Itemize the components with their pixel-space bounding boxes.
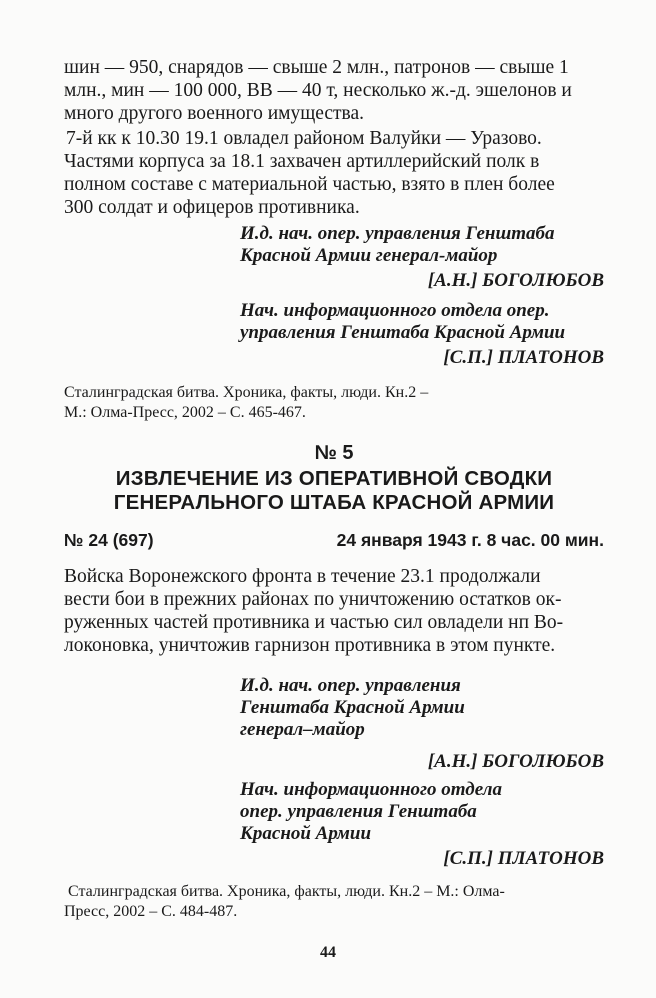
text-line: 300 солдат и офицеров противника. <box>64 197 360 218</box>
document-number: № 5 <box>314 442 354 464</box>
report-header <box>64 529 604 551</box>
paragraph-7kk <box>64 127 604 219</box>
signature-title: Нач. информационного отдела опер. <box>240 300 550 321</box>
signature-title: опер. управления Генштаба <box>240 801 477 822</box>
text-line: М.: Олма-Пресс, 2002 – С. 465-467. <box>64 404 306 421</box>
signature-boliubov-2 <box>64 675 604 773</box>
signature-platonov-2 <box>64 779 604 870</box>
signature-name: [С.П.] ПЛАТОНОВ <box>443 848 604 869</box>
text-line: Сталинградская битва. Хроника, факты, люди. Кн.2 – <box>64 384 429 401</box>
heading-line: ИЗВЛЕЧЕНИЕ ИЗ ОПЕРАТИВНОЙ СВОДКИ <box>115 467 553 490</box>
signature-title: генерал–майор <box>240 719 365 740</box>
text-line: руженных частей противника и частью сил овладели нп Во- <box>64 612 564 633</box>
text-line: 7-й кк к 10.30 19.1 овладел районом Валуйки — Уразово. <box>66 128 542 149</box>
text-line: вести бои в прежних районах по уничтожению остатков ок- <box>64 589 562 610</box>
source-citation-1 <box>64 383 604 423</box>
opening-paragraph <box>64 56 604 125</box>
text-line: локоновка, уничтожив гарнизон противника в этом пункте. <box>64 635 556 656</box>
text-line: Пресс, 2002 – С. 484-487. <box>64 903 238 920</box>
signature-title: Нач. информационного отдела <box>240 779 502 800</box>
page-number: 44 <box>320 944 336 961</box>
report-date: 24 января 1943 г. 8 час. 00 мин. <box>336 530 604 550</box>
text-line: шин — 950, снарядов — свыше 2 млн., патронов — свыше 1 <box>64 57 569 78</box>
signature-title: Красной Армии <box>240 823 372 844</box>
signature-title: Генштаба Красной Армии <box>240 697 465 718</box>
main-paragraph <box>64 565 604 657</box>
report-number: № 24 (697) <box>64 530 154 550</box>
page-content <box>64 56 604 922</box>
signature-title: И.д. нач. опер. управления Генштаба <box>240 223 555 244</box>
source-citation-2 <box>64 882 604 922</box>
signature-name: [А.Н.] БОГОЛЮБОВ <box>427 751 604 772</box>
signature-boliubov-1 <box>64 223 604 292</box>
document-heading <box>64 467 604 515</box>
heading-line: ГЕНЕРАЛЬНОГО ШТАБА КРАСНОЙ АРМИИ <box>113 491 555 514</box>
text-line: полном составе с материальной частью, взято в плен более <box>64 174 555 195</box>
signature-title: И.д. нач. опер. управления <box>240 675 461 696</box>
text-line: Сталинградская битва. Хроника, факты, люди. Кн.2 – М.: Олма- <box>68 883 505 900</box>
signature-platonov-1 <box>64 300 604 369</box>
signature-title: Красной Армии генерал-майор <box>240 245 498 266</box>
text-line: Частями корпуса за 18.1 захвачен артиллерийский полк в <box>64 151 540 172</box>
text-line: млн., мин — 100 000, ВВ — 40 т, несколько ж.-д. эшелонов и <box>64 80 572 101</box>
signature-name: [С.П.] ПЛАТОНОВ <box>443 347 604 368</box>
text-line: Войска Воронежского фронта в течение 23.1 продолжали <box>64 566 541 587</box>
signature-name: [А.Н.] БОГОЛЮБОВ <box>427 270 604 291</box>
text-line: много другого военного имущества. <box>64 103 365 124</box>
signature-title: управления Генштаба Красной Армии <box>240 322 566 343</box>
